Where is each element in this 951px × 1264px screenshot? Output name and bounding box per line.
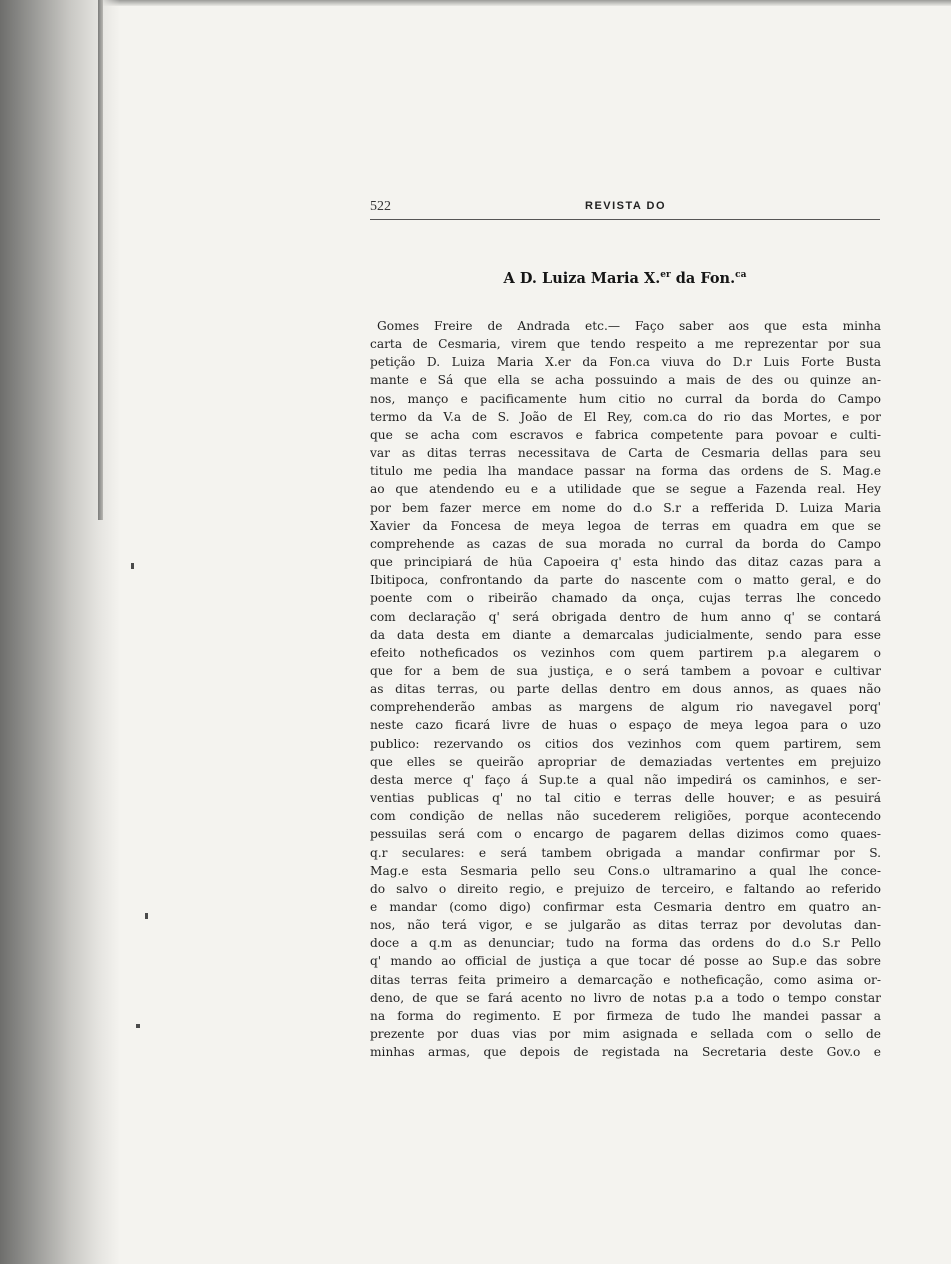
body-line: da data desta em diante a demarcalas judicialmente, sendo para esse <box>370 627 881 642</box>
title-part: A D. Luiza Maria X. <box>503 270 661 287</box>
body-line: minhas armas, que depois de registada na Secretaria deste Gov.o e <box>370 1045 881 1060</box>
margin-speck <box>145 913 148 919</box>
body-line: carta de Cesmaria, virem que tendo respeito a me reprezentar por sua <box>370 337 881 352</box>
body-line: deno, de que se fará acento no livro de notas p.a a todo o tempo constar <box>370 990 881 1005</box>
body-line: ditas terras feita primeiro a demarcação e notheficação, como asima or- <box>370 972 881 987</box>
page-header <box>370 197 880 219</box>
body-line: titulo me pedia lha mandace passar na forma das ordens de S. Mag.e <box>370 464 881 479</box>
body-line: com declaração q' será obrigada dentro de hum anno q' se contará <box>370 609 881 624</box>
running-head: REVISTA DO <box>585 200 667 212</box>
margin-speck <box>136 1024 140 1028</box>
body-line: q' mando ao official de justiça a que tocar dé posse ao Sup.e das sobre <box>370 954 881 969</box>
body-line: que elles se queirão apropriar de demaziadas vertentes em prejuizo <box>370 754 881 769</box>
book-spine-line <box>98 0 103 520</box>
body-line: do salvo o direito regio, e prejuizo de terceiro, e faltando ao referido <box>370 881 881 896</box>
body-line: pessuilas será com o encargo de pagarem dellas dizimos como quaes- <box>370 827 881 842</box>
page-number: 522 <box>370 199 391 214</box>
body-line: petição D. Luiza Maria X.er da Fon.ca viuva do D.r Luis Forte Busta <box>370 355 881 370</box>
body-line: nos, manço e pacificamente hum citio no curral da borda do Campo <box>370 391 881 406</box>
body-line: publico: rezervando os citios dos vezinhos com quem partirem, sem <box>370 736 881 751</box>
body-line: com condição de nellas não sucederem religiões, porque acontecendo <box>370 809 881 824</box>
body-line: na forma do regimento. E por firmeza de tudo lhe mandei passar a <box>370 1008 881 1023</box>
body-text <box>370 317 881 1061</box>
body-line: doce a q.m as denunciar; tudo na forma das ordens do d.o S.r Pello <box>370 936 881 951</box>
body-line: neste cazo ficará livre de huas o espaço de meya legoa para o uzo <box>370 718 881 733</box>
body-line: Gomes Freire de Andrada etc.— Faço saber aos que esta minha <box>377 319 881 333</box>
body-line: termo da V.a de S. João de El Rey, com.ca do rio das Mortes, e por <box>370 409 881 424</box>
body-line: prezente por duas vias por mim asignada e sellada com o sello de <box>370 1027 881 1042</box>
body-line: efeito notheficados os vezinhos com quem partirem p.a alegarem o <box>370 645 881 660</box>
title-superscript: ca <box>735 270 747 281</box>
title-part: da Fon. <box>670 270 736 287</box>
body-line: comprehenderão ambas as margens de algum rio navegavel porq' <box>370 700 881 715</box>
body-line: que se acha com escravos e fabrica competente para povoar e culti- <box>370 427 881 442</box>
body-line: nos, não terá vigor, e se julgarão as ditas terraz por devolutas dan- <box>370 918 881 933</box>
body-line: por bem fazer merce em nome do d.o S.r a refferida D. Luiza Maria <box>370 500 881 515</box>
body-line: ao que atendendo eu e a utilidade que se segue a Fazenda real. Hey <box>370 482 881 497</box>
body-line: Mag.e esta Sesmaria pello seu Cons.o ultramarino a qual lhe conce- <box>370 863 881 878</box>
margin-speck <box>131 563 134 569</box>
body-line: Ibitipoca, confrontando da parte do nascente com o matto geral, e do <box>370 573 881 588</box>
body-line: que principiará de hüa Capoeira q' esta hindo das ditaz cazas para a <box>370 555 881 570</box>
body-line: mante e Sá que ella se acha possuindo a mais de des ou quinze an- <box>370 373 881 388</box>
document-title <box>400 270 850 287</box>
body-line: e mandar (como digo) confirmar esta Cesmaria dentro em quatro an- <box>370 900 881 914</box>
header-rule <box>370 219 880 220</box>
body-line: as ditas terras, ou parte dellas dentro em dous annos, as quaes não <box>370 682 881 697</box>
body-line: var as ditas terras necessitava de Carta de Cesmaria dellas para seu <box>370 446 881 461</box>
body-line: ventias publicas q' no tal citio e terras delle houver; e as pesuirá <box>370 791 881 806</box>
body-line: q.r seculares: e será tambem obrigada a mandar confirmar por S. <box>370 845 881 860</box>
body-line: desta merce q' faço á Sup.te a qual não impedirá os caminhos, e ser- <box>370 772 881 787</box>
body-line: comprehende as cazas de sua morada no curral da borda do Campo <box>370 536 881 551</box>
title-superscript: er <box>660 270 671 281</box>
page-top-edge <box>0 0 951 6</box>
body-line: que for a bem de sua justiça, e o será tambem a povoar e cultivar <box>370 663 881 678</box>
body-line: poente com o ribeirão chamado da onça, cujas terras lhe concedo <box>370 591 881 606</box>
body-line: Xavier da Foncesa de meya legoa de terras em quadra em que se <box>370 518 881 533</box>
